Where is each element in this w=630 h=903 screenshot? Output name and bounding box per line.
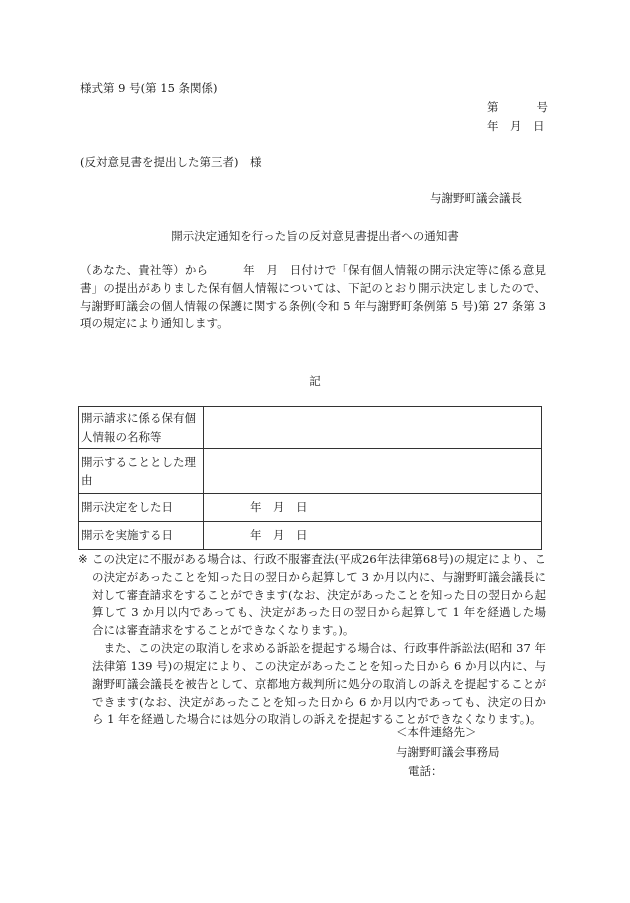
- table-label: 開示請求に係る保有個人情報の名称等: [79, 407, 204, 449]
- body-paragraph: （あなた、貴社等）から 年 月 日付けで「保有個人情報の開示決定等に係る意見書」の提出がありました保有個人情報については、下記のとおり開示決定しましたので、与謝野町議会の個人情報の保護に関する条例(令和 5 年与謝野町条例第 5 号)第 27 条第 3 項の規定により通知します。: [80, 263, 546, 331]
- contact-heading: ＜本件連絡先＞: [396, 725, 477, 739]
- table-label: 開示決定をした日: [79, 494, 204, 522]
- table-value: [204, 407, 542, 449]
- note-first-text: この決定に不服がある場合は、行政不服審査法(平成26年法律第68号)の規定により、この決定があったことを知った日の翌日から起算して 3 か月以内に、与謝野町議会議長に対して審査請求をすることができます(なお、決定があったことを知った日の翌日から起算して 3 か月以内であっても、決定があった日の翌日から起算して 1 年を経過した場合には審査請求をすることができなくなります。)。: [92, 552, 546, 638]
- table-value: 年 月 日: [204, 522, 542, 550]
- table-row: [79, 407, 542, 449]
- note-first: [78, 551, 546, 640]
- table-label: 開示することとした理由: [79, 449, 204, 494]
- number-suffix: 号: [536, 100, 548, 114]
- document-number-line: [487, 99, 548, 116]
- table-row: [79, 494, 542, 522]
- number-prefix: 第: [487, 100, 499, 114]
- note-mark: ※: [78, 552, 88, 566]
- info-table: [78, 406, 542, 550]
- sender: 与謝野町議会議長: [430, 191, 522, 205]
- ki-heading: 記: [309, 374, 321, 388]
- table-value: [204, 449, 542, 494]
- table-value: 年 月 日: [204, 494, 542, 522]
- table-row: [79, 449, 542, 494]
- note-second: また、この決定の取消しを求める訴訟を提起する場合は、行政事件訴訟法(昭和 37 年法律第 139 号)の規定により、この決定があったことを知った日から 6 か月以内に、与謝野町議会議長を被告として、京都地方裁判所に処分の取消しの訴えを提起することができます(なお、決定があったことを知った日から 6 か月以内であっても、決定の日から 1 年を経過した場合には処分の取消しの訴えを提起することができなくなります。)。: [92, 641, 546, 727]
- notes-section: [78, 551, 546, 729]
- contact-block: [396, 723, 500, 782]
- table-row: [79, 522, 542, 550]
- form-number: 様式第 9 号(第 15 条関係): [80, 81, 218, 95]
- document-title: 開示決定通知を行った旨の反対意見書提出者への通知書: [171, 229, 459, 243]
- contact-office: 与謝野町議会事務局: [396, 744, 500, 759]
- table-label: 開示を実施する日: [79, 522, 204, 550]
- addressee: (反対意見書を提出した第三者) 様: [80, 155, 262, 169]
- document-date: 年 月 日: [487, 119, 545, 133]
- contact-phone: 電話：: [408, 764, 443, 779]
